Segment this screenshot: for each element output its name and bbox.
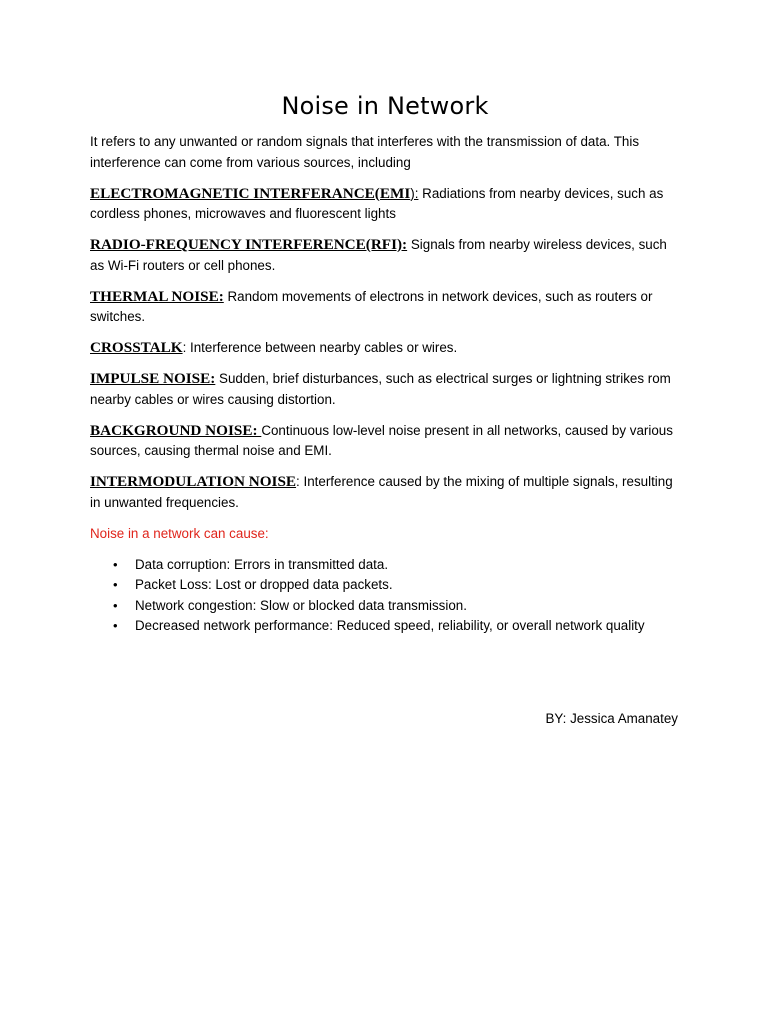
source-description: Random movements of electrons in network devices, such as routers or switches. [90, 288, 653, 324]
source-term: IMPULSE NOISE: [90, 370, 216, 387]
list-item [113, 575, 680, 596]
bullet-icon: • [113, 618, 118, 634]
document-title: Noise in Network [281, 92, 489, 120]
list-item-text: Network congestion: Slow or blocked data transmission. [135, 597, 467, 613]
author-byline: BY: Jessica Amanatey [545, 711, 678, 726]
source-term: THERMAL NOISE: [90, 287, 224, 305]
source-description: Sudden, brief disturbances, such as electrical surges or lightning strikes rom nearby cables or wires causing distortion. [90, 371, 671, 407]
source-intermodulation-noise [90, 472, 680, 513]
document-body [90, 92, 680, 637]
source-term: CROSSTALK [90, 339, 183, 356]
source-term-tail: ): [410, 185, 419, 201]
source-description: : Interference caused by the mixing of multiple signals, resulting in unwanted frequencies. [90, 474, 673, 510]
source-rfi [90, 235, 680, 276]
intro-paragraph: It refers to any unwanted or random signals that interferes with the transmission of data. This interference can come from various sources, including [90, 134, 640, 170]
source-emi [90, 184, 680, 225]
effects-list [90, 555, 680, 637]
list-item-text: Decreased network performance: Reduced speed, reliability, or overall network quality [135, 618, 645, 634]
list-item [113, 616, 680, 637]
list-item-text: Data corruption: Errors in transmitted data. [135, 556, 389, 572]
source-description: Radiations from nearby devices, such as cordless phones, microwaves and fluorescent lights [90, 185, 664, 221]
list-item [113, 596, 680, 617]
source-description: Continuous low-level noise present in all networks, caused by various sources, causing thermal noise and EMI. [90, 422, 673, 458]
source-term: BACKGROUND NOISE: [90, 421, 262, 439]
bullet-icon: • [113, 556, 118, 572]
bullet-icon: • [113, 577, 118, 593]
source-term: ELECTROMAGNETIC INTERFERANCE(EMI [90, 184, 411, 202]
source-crosstalk [90, 338, 680, 359]
source-term: RADIO-FREQUENCY INTERFERENCE(RFI): [90, 236, 408, 253]
source-thermal-noise [90, 287, 680, 328]
effects-heading: Noise in a network can cause: [90, 525, 269, 541]
source-impulse-noise [90, 369, 680, 410]
source-term: INTERMODULATION NOISE [90, 473, 297, 490]
source-description: Signals from nearby wireless devices, such as Wi-Fi routers or cell phones. [90, 237, 667, 273]
bullet-icon: • [113, 597, 118, 613]
list-item-text: Packet Loss: Lost or dropped data packets. [135, 577, 393, 593]
list-item [113, 555, 680, 576]
source-description: : Interference between nearby cables or wires. [182, 340, 458, 355]
source-background-noise [90, 421, 680, 462]
